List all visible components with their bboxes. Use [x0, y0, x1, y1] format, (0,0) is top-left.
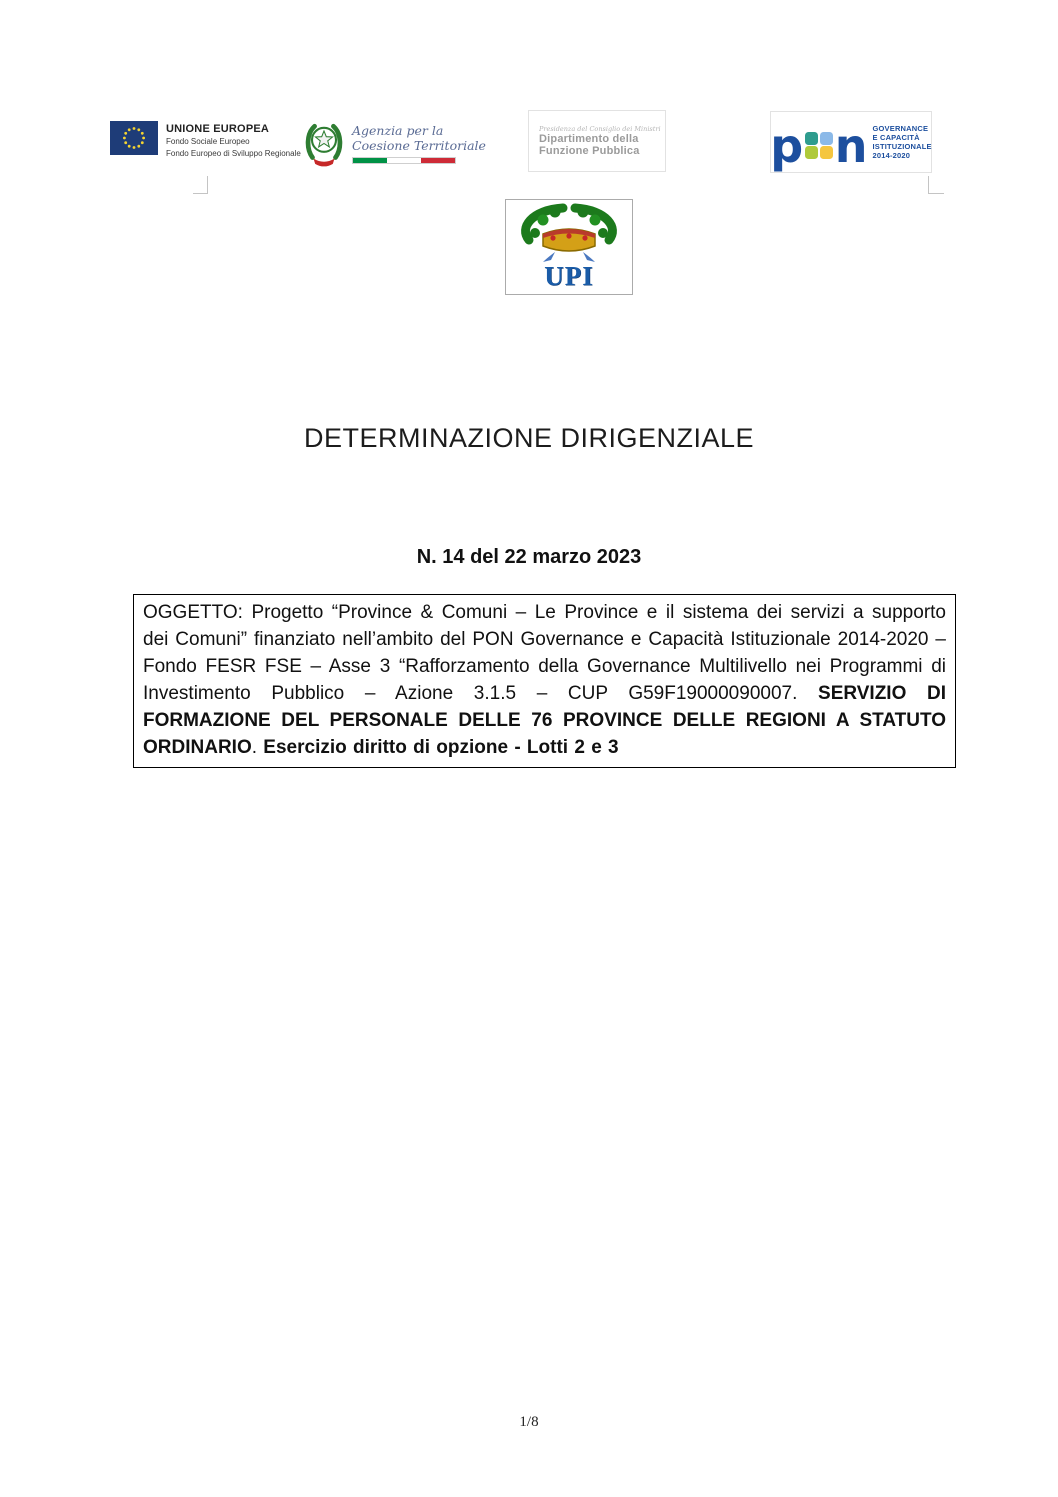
pon-caption-line-2: E CAPACITÀ [872, 133, 920, 142]
cell-corner-mark [928, 176, 944, 194]
upi-crown-icon [517, 200, 621, 262]
pon-caption-line-4: 2014-2020 [872, 151, 911, 160]
document-title: DETERMINAZIONE DIRIGENZIALE [303, 423, 755, 453]
document-number-line: N. 14 del 22 marzo 2023 [416, 546, 642, 568]
oggetto-text-normal-2: . [251, 737, 264, 758]
eu-flag-icon [110, 121, 158, 155]
oggetto-text-normal-1: OGGETTO: Progetto “Province & Comuni – Le Province e il sistema dei servizi a supporto dei Comuni” finanziato nell’ambito del PON Governance e Capacità Istituzionale 2014-2020 – Fondo FESR FSE – Asse 3 “Rafforzamento della Governance Multilivello nei Programmi di Investimento Pubblico – Azione 3.1.5 – CUP G59F19000090007. [143, 602, 946, 704]
oggetto-text-bold-2: Esercizio diritto di opzione - Lotti 2 e 3 [263, 737, 619, 758]
funzione-pubblica-logo [528, 110, 666, 172]
pon-caption-line-1: GOVERNANCE [872, 124, 929, 133]
pon-logo [770, 111, 932, 173]
fp-logo-script-line: Presidenza del Consiglio dei Ministri [539, 124, 661, 133]
italy-flag-bar [352, 157, 456, 164]
eu-logo-subtitle-2: Fondo Europeo di Sviluppo Regionale [166, 149, 301, 158]
eu-logo [110, 121, 301, 159]
pon-letter-p: p [770, 118, 803, 173]
agenzia-logo-line-1: Agenzia per la [352, 123, 444, 138]
fp-logo-line-1: Dipartimento della [539, 132, 639, 145]
page-number: 1/8 [519, 1414, 539, 1430]
eu-logo-title: UNIONE EUROPEA [166, 123, 270, 135]
pon-squares-icon [805, 132, 833, 160]
pon-wordmark [770, 118, 867, 173]
pon-caption-line-3: ISTITUZIONALE [872, 142, 932, 151]
oggetto-text-bold-1: SERVIZIO DI FORMAZIONE DEL PERSONALE DELLE 76 PROVINCE DELLE REGIONI A STATUTO ORDINARIO [143, 683, 946, 758]
upi-logo [505, 199, 633, 295]
upi-label: UPI [544, 261, 594, 291]
agenzia-logo-line-2: Coesione Territoriale [352, 138, 486, 153]
oggetto-paragraph [143, 599, 946, 761]
pon-caption [872, 124, 931, 160]
pon-letter-n: n [834, 118, 867, 173]
agenzia-coesione-logo [303, 120, 486, 168]
italy-emblem-icon [303, 120, 345, 168]
fp-logo-line-2: Funzione Pubblica [539, 145, 640, 157]
eu-logo-subtitle-1: Fondo Sociale Europeo [166, 137, 250, 146]
cell-corner-mark [193, 176, 208, 194]
oggetto-box [133, 594, 956, 768]
